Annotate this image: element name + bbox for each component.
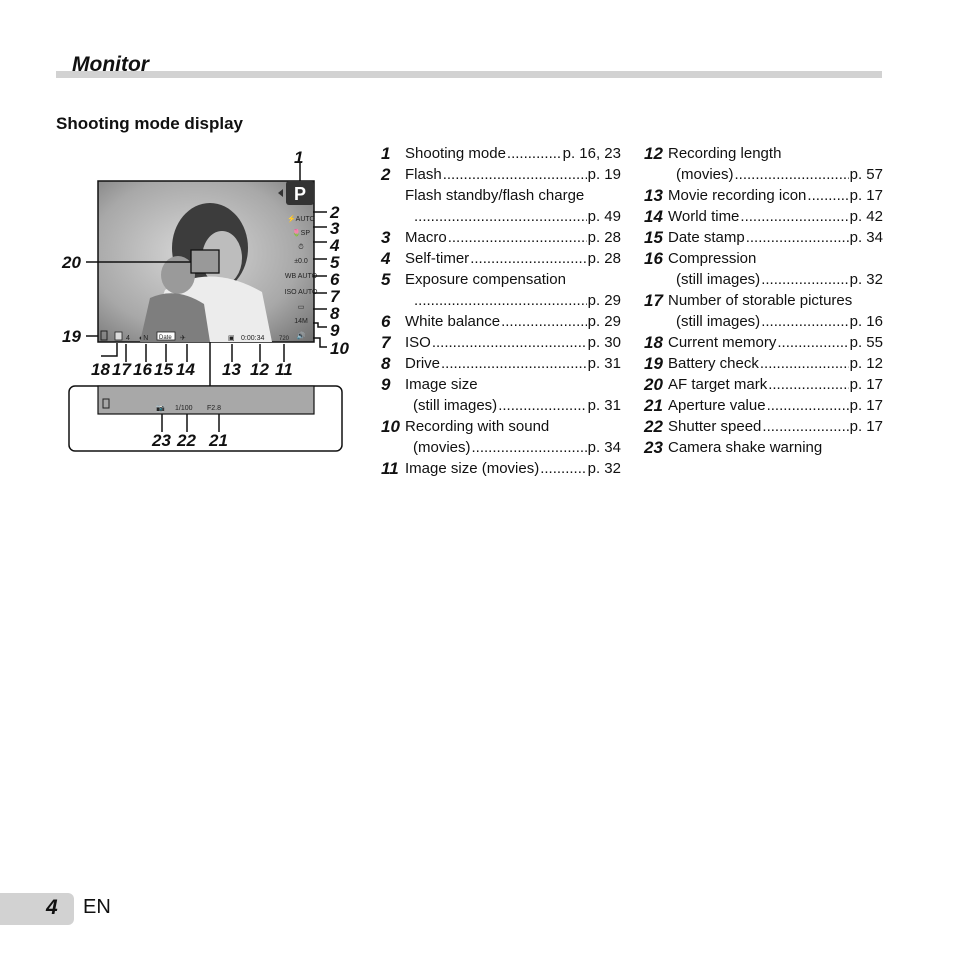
legend-number: 4 xyxy=(381,249,391,268)
legend-label: Drive xyxy=(405,355,441,372)
legend-row xyxy=(644,248,883,269)
callout-22: 22 xyxy=(177,431,196,450)
legend-page-ref: p. 30 xyxy=(587,334,621,351)
legend-row xyxy=(644,353,883,374)
legend-page-ref: p. 34 xyxy=(849,229,883,246)
legend-number: 10 xyxy=(381,417,400,436)
legend-page-ref: p. 17 xyxy=(849,187,883,204)
section-title: Shooting mode display xyxy=(56,114,244,133)
legend-page-ref: p. 49 xyxy=(587,208,621,225)
callout-4: 4 xyxy=(330,236,340,255)
legend-page-ref: p. 42 xyxy=(849,208,883,225)
legend-page-ref: p. 34 xyxy=(587,439,621,456)
callout-11: 11 xyxy=(275,360,293,379)
legend-row xyxy=(644,374,883,395)
leader-dots xyxy=(432,332,587,353)
legend-number: 22 xyxy=(644,417,663,436)
legend-label: (still images) xyxy=(676,313,761,330)
legend-number: 3 xyxy=(381,228,391,247)
legend-number: 11 xyxy=(381,459,399,478)
legend-page-ref: p. 28 xyxy=(587,250,621,267)
language-label: EN xyxy=(83,896,111,918)
leader-dots xyxy=(472,437,587,458)
leader-dots xyxy=(448,227,587,248)
legend-row xyxy=(381,437,621,458)
legend-row xyxy=(381,185,621,206)
legend-page-ref: p. 17 xyxy=(849,418,883,435)
legend-page-ref: p. 29 xyxy=(587,313,621,330)
legend-row xyxy=(381,311,621,332)
leader-dots xyxy=(768,374,848,395)
legend-label: Movie recording icon xyxy=(668,187,807,204)
datestamp-icon: Date xyxy=(159,335,172,341)
selftimer-icon: ⏱ xyxy=(298,244,304,251)
legend-page-ref: p. 57 xyxy=(849,166,883,183)
legend-number: 17 xyxy=(644,291,663,310)
legend-number: 5 xyxy=(381,270,391,289)
leader-dots xyxy=(740,206,848,227)
legend-row xyxy=(644,164,883,185)
legend-row xyxy=(381,353,621,374)
callout-20: 20 xyxy=(62,253,81,272)
legend-label: AF target mark xyxy=(668,376,768,393)
sound-icon: 🔊 xyxy=(296,333,306,340)
legend-label: Date stamp xyxy=(668,229,745,246)
legend-label: (still images) xyxy=(413,397,498,414)
page-number: 4 xyxy=(46,896,58,919)
callout-12: 12 xyxy=(250,360,269,379)
legend-row xyxy=(381,416,621,437)
aperture-value: F2.8 xyxy=(207,405,222,412)
legend-number: 12 xyxy=(644,144,663,163)
callout-3: 3 xyxy=(330,219,340,238)
legend-row xyxy=(381,269,621,290)
legend-row xyxy=(644,206,883,227)
drive-icon: ▭ xyxy=(297,304,305,311)
callout-18: 18 xyxy=(91,360,110,379)
legend-page-ref: p. 16, 23 xyxy=(562,145,621,162)
storable-count: 4 xyxy=(126,335,130,342)
callout-9: 9 xyxy=(330,321,340,340)
memory-icon xyxy=(115,332,122,340)
legend-row xyxy=(381,164,621,185)
legend-label: Compression xyxy=(668,250,757,267)
callout-14: 14 xyxy=(176,360,195,379)
leader-dots xyxy=(807,185,848,206)
legend-list-right xyxy=(644,143,883,458)
legend-number: 6 xyxy=(381,312,391,331)
callout-15: 15 xyxy=(154,360,173,379)
legend-label: Number of storable pictures xyxy=(668,292,853,309)
callout-7: 7 xyxy=(330,287,340,306)
leader-dots xyxy=(760,353,849,374)
legend-page-ref: p. 29 xyxy=(587,292,621,309)
shutter-value: 1/100 xyxy=(175,405,193,412)
legend-row xyxy=(381,248,621,269)
leader-dots xyxy=(441,353,587,374)
callout-6: 6 xyxy=(330,270,340,289)
legend-label: White balance xyxy=(405,313,501,330)
legend-label: Shooting mode xyxy=(405,145,506,162)
leader-dots xyxy=(501,311,587,332)
compression-icon: ◐N xyxy=(139,335,149,342)
callout-17: 17 xyxy=(112,360,131,379)
legend-row xyxy=(644,311,883,332)
page-number-tab xyxy=(0,893,74,925)
leader-dots xyxy=(735,164,849,185)
legend-number: 20 xyxy=(644,375,663,394)
page-title: Monitor xyxy=(72,53,149,76)
legend-label: (still images) xyxy=(676,271,761,288)
legend-row xyxy=(644,185,883,206)
legend-page-ref: p. 17 xyxy=(849,376,883,393)
legend-number: 18 xyxy=(644,333,663,352)
legend-row xyxy=(381,458,621,479)
leader-dots xyxy=(767,395,849,416)
legend-label: ISO xyxy=(405,334,431,351)
legend-row xyxy=(644,269,883,290)
legend-label: Exposure compensation xyxy=(405,271,566,288)
legend-row xyxy=(644,227,883,248)
leader-dots xyxy=(498,395,586,416)
legend-row xyxy=(644,416,883,437)
legend-number: 19 xyxy=(644,354,663,373)
callout-10: 10 xyxy=(330,339,349,358)
legend-page-ref: p. 55 xyxy=(849,334,883,351)
leader-dots xyxy=(746,227,849,248)
legend-label: Recording length xyxy=(668,145,782,162)
leader-dots xyxy=(507,143,562,164)
legend-label: (movies) xyxy=(413,439,471,456)
legend-number: 15 xyxy=(644,228,663,247)
legend-row xyxy=(381,290,621,311)
callout-19: 19 xyxy=(62,327,81,346)
flash-icon: ⚡AUTO xyxy=(286,216,316,223)
legend-label: Camera shake warning xyxy=(668,439,823,456)
legend-label: (movies) xyxy=(676,166,734,183)
callout-13: 13 xyxy=(222,360,241,379)
callout-16: 16 xyxy=(133,360,152,379)
legend-page-ref: p. 17 xyxy=(849,397,883,414)
leader-dots xyxy=(443,164,587,185)
legend-page-ref: p. 32 xyxy=(849,271,883,288)
legend-label: Image size (movies) xyxy=(405,460,540,477)
legend-number: 16 xyxy=(644,249,663,268)
legend-label: Macro xyxy=(405,229,447,246)
legend-label: Flash xyxy=(405,166,442,183)
leader-dots xyxy=(762,416,848,437)
legend-number: 13 xyxy=(644,186,663,205)
shake-icon: 📷 xyxy=(156,405,165,412)
legend-label: Shutter speed xyxy=(668,418,762,435)
leader-dots xyxy=(540,458,586,479)
movie-size-icon: 720 xyxy=(279,336,290,342)
legend-row xyxy=(381,374,621,395)
exposure-icon: ±0.0 xyxy=(294,258,308,265)
callout-21: 21 xyxy=(209,431,228,450)
af-target-mark xyxy=(191,250,219,273)
legend-label: Battery check xyxy=(668,355,759,372)
leader-dots xyxy=(414,206,587,227)
legend-number: 14 xyxy=(644,207,663,226)
imagesize-icon: 14M xyxy=(294,318,308,325)
legend-label: Flash standby/flash charge xyxy=(405,187,585,204)
legend-row xyxy=(381,227,621,248)
legend-number: 7 xyxy=(381,333,391,352)
legend-label: Aperture value xyxy=(668,397,766,414)
callout-1: 1 xyxy=(294,148,304,167)
leader-dots xyxy=(761,269,848,290)
iso-icon: ISO AUTO xyxy=(284,289,318,296)
rec-length: 0:00:34 xyxy=(241,335,265,342)
callout-2: 2 xyxy=(330,203,340,222)
legend-page-ref: p. 19 xyxy=(587,166,621,183)
legend-page-ref: p. 31 xyxy=(587,397,621,414)
callout-23: 23 xyxy=(152,431,171,450)
callout-5: 5 xyxy=(330,253,340,272)
movie-rec-icon: ▣ xyxy=(228,335,235,342)
legend-number: 23 xyxy=(644,438,663,457)
legend-number: 8 xyxy=(381,354,391,373)
legend-row xyxy=(644,143,883,164)
mode-letter: P xyxy=(293,184,307,204)
legend-page-ref: p. 32 xyxy=(587,460,621,477)
macro-icon: 🌷SP xyxy=(291,230,311,237)
callout-8: 8 xyxy=(330,304,340,323)
legend-page-ref: p. 28 xyxy=(587,229,621,246)
legend-label: Current memory xyxy=(668,334,777,351)
legend-list-left xyxy=(381,143,621,479)
legend-page-ref: p. 16 xyxy=(849,313,883,330)
legend-number: 9 xyxy=(381,375,391,394)
worldtime-icon: ✈ xyxy=(180,335,186,342)
legend-row xyxy=(381,143,621,164)
legend-page-ref: p. 31 xyxy=(587,355,621,372)
legend-page-ref: p. 12 xyxy=(849,355,883,372)
legend-row xyxy=(381,206,621,227)
detail-screen xyxy=(98,386,314,414)
legend-label: Recording with sound xyxy=(405,418,550,435)
legend-number: 21 xyxy=(644,396,663,415)
leader-dots xyxy=(414,290,587,311)
legend-label: World time xyxy=(668,208,740,225)
legend-label: Self-timer xyxy=(405,250,470,267)
legend-label: Image size xyxy=(405,376,478,393)
leader-dots xyxy=(761,311,848,332)
legend-row xyxy=(644,332,883,353)
legend-row xyxy=(644,437,883,458)
legend-row xyxy=(644,395,883,416)
legend-number: 1 xyxy=(381,144,391,163)
legend-row xyxy=(644,290,883,311)
legend-row xyxy=(381,332,621,353)
legend-row xyxy=(381,395,621,416)
legend-number: 2 xyxy=(381,165,391,184)
wb-icon: WB AUTO xyxy=(284,273,318,280)
leader-dots xyxy=(470,248,586,269)
leader-dots xyxy=(777,332,848,353)
